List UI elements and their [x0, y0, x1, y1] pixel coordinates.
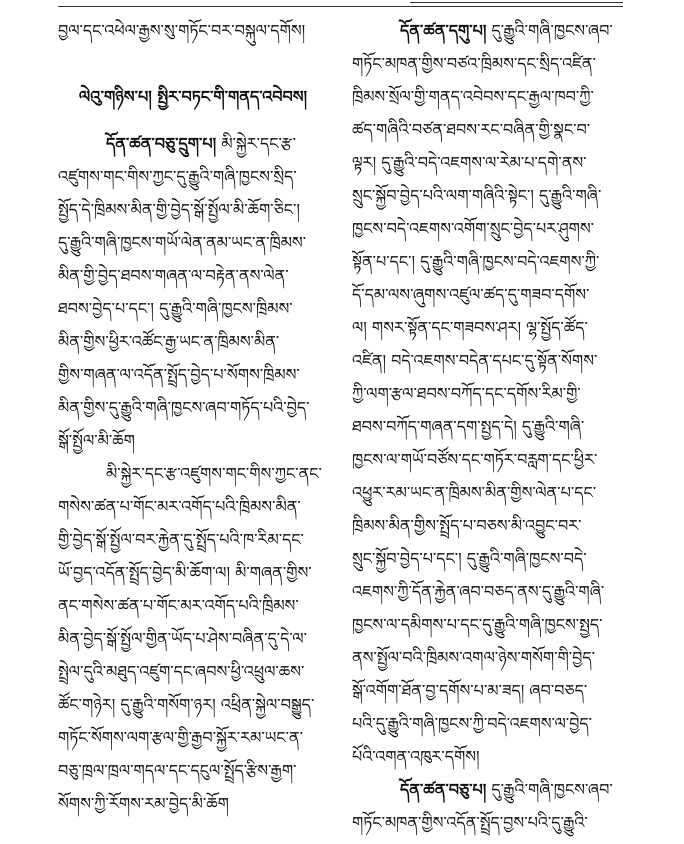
- paragraph-line: ཚད་གཞིའི་བཙན་ཐབས་རང་བཞིན་གྱི་སྣང་བ་: [352, 120, 591, 139]
- paragraph-line: སྒོ་སྤྱོལ་མི་ཆོག: [58, 431, 135, 450]
- paragraph-line: སྒོ་འགོག་ཐོན་བྱ་དགོས་པ་མ་ཟད། ཞབ་བཅད་: [352, 681, 588, 700]
- paragraph-line: འཛུགས་གང་གིས་ཀྱང་དུ་རྒྱུའི་གཞི་ཁྱངས་སྲིད་: [58, 167, 297, 186]
- paragraph-line: སོགས་ཀྱི་རོགས་རམ་བྱེད་མི་ཆོག: [58, 794, 229, 813]
- paragraph-line: མིན་གྱིས་ཕྱིར་འཚོང་རྒྱ་ཡང་ན་ཁྲིམས་མིན་: [58, 332, 280, 351]
- paragraph-line: ཐབས་བཀོད་གཞན་དག་སྤྱད་དེ། དུ་རྒྱུའི་གཞི་: [352, 417, 585, 436]
- article-10-first-line: [352, 773, 624, 806]
- paragraph-line: ཐབས་བྱེད་པ་དང་། དུ་རྒྱུའི་གཞི་ཁྱངས་ཁྲིམས་: [58, 299, 293, 318]
- header-rule: [58, 6, 623, 7]
- paragraph-line: ནས་སྤྱོལ་བའི་ཁྲིམས་འགལ་ཉེས་གསོག་གི་བྱེད་: [352, 648, 596, 667]
- paragraph-line: དོ་དམ་ལས་ཞུགས་འཛུལ་ཚད་དུ་གཟབ་དགོས་: [352, 285, 590, 304]
- paragraph-line: ལ། གསར་སྟོན་དང་གཟབས་ཤར། ལྷ་སྤྱོད་ཚོད་: [352, 318, 588, 337]
- paragraph-line: གཏོང་མཁན་གྱིས་བཙའ་ཁྲིམས་དང་སྲིད་འཛིན་: [352, 54, 596, 73]
- article-16-first-line: [58, 127, 328, 160]
- paragraph-line: ནང་གསེས་ཚན་པ་གོང་མར་འགོད་པའི་ཁྲིམས་: [58, 596, 299, 615]
- paragraph-line: ཁྱངས་ལ་གཡོ་བཙོས་དང་གཏོར་བརླག་དང་ཕྱིར་: [352, 450, 598, 469]
- article-heading: དོན་ཚན་དགུ་པ།: [400, 21, 487, 40]
- paragraph-line: གྱི་བྱེད་སྒོ་སྤྱོལ་བར་རྐྱེན་དུ་སྤྲོད་པའི་ཁ་རིམ་དང་: [58, 530, 304, 549]
- paragraph-line: ཁྱངས་བདེ་འཇགས་འགོག་སྲུང་བྱེད་པར་ཤུགས་: [352, 219, 595, 238]
- paragraph-line: ཡོ་བྱད་འདོན་སྤྲོད་བྱེད་མི་ཆོག་ལ། མི་གཞན་གྱིས་: [58, 563, 312, 582]
- left-column: [58, 14, 328, 840]
- article-heading: དོན་ཚན་བཅུ་དྲུག་པ།: [106, 134, 217, 153]
- paragraph-line: བཅུ་ཁྲལ་ཁྲལ་གདལ་དང་དངུལ་སྤྲོད་རྩིས་རྒྱག་: [58, 761, 297, 780]
- article-text: དུ་རྒྱུའི་གཞི་ཁྱངས་ཞབ་: [491, 21, 613, 40]
- paragraph-line: ཀྱི་ལག་རྩལ་ཐབས་བཀོད་དང་དགོས་རིམ་གྱི་: [352, 384, 581, 403]
- right-column: [352, 14, 624, 840]
- article-9-first-line: [352, 14, 624, 47]
- paragraph-line: འཇགས་ཀྱི་དོན་རྐྱེན་ཞབ་བཅད་ནས་དུ་རྒྱུའི་གཞི་: [352, 582, 605, 601]
- paragraph-line: གཏོང་སོགས་ལག་རྩལ་གྱི་རྒྱབ་སྐྱོར་རམ་ཡང་ན་: [58, 728, 303, 747]
- spacer: [58, 113, 328, 127]
- paragraph-line: མི་སྐྱེར་དང་རྩ་འཛུགས་གང་གིས་ཀྱང་ནང་: [106, 464, 322, 483]
- paragraph-line: གཏོང་མཁན་གྱིས་འདོན་སྤྲོད་བྱས་པའི་དུ་རྒྱུའི་: [352, 813, 588, 832]
- paragraph-line: སྲུང་སྐྱོབ་བྱེད་པ་དང་། དུ་རྒྱུའི་གཞི་ཁྱངས་བདེ་: [352, 549, 587, 568]
- paragraph-line: སྤྱོད་དེ་ཁྲིམས་མིན་གྱི་བྱེད་སྒོ་སྤྱོལ་མི་ཆོག་ཅིང་།: [58, 200, 300, 219]
- paragraph-line: པའི་དུ་རྒྱུའི་གཞི་ཁྱངས་ཀྱི་བདེ་འཇགས་ལ་བྱེད་: [352, 714, 592, 733]
- article-heading: དོན་ཚན་བཅུ་པ།: [400, 780, 487, 799]
- section-heading: ལེའུ་གཉིས་པ། སྤྱིར་བཏང་གི་གནད་འབེབས།: [78, 87, 308, 106]
- header-rule-short: [410, 2, 623, 3]
- spacer: [58, 47, 328, 80]
- paragraph-line: ཚོང་གཉེར། དུ་རྒྱུའི་གསོག་ཉར། འཕྲིན་སྐྱེལ་བསྒྱུད་: [58, 695, 315, 714]
- paragraph-line: ལྟར། དུ་རྒྱུའི་བདེ་འཇགས་ལ་རེམ་པ་དགེ་ནས་: [352, 153, 587, 172]
- paragraph-line: ཁྲིམས་མིན་གྱིས་སྤྲོད་པ་བཅས་མི་འབྱུང་བར་: [352, 516, 582, 535]
- paragraph-line: སྟོན་པ་དང་། དུ་རྒྱུའི་གཞི་ཁྱངས་བདེ་འཇགས་ཀྱི་: [352, 252, 600, 271]
- paragraph-line: སྲུང་སྐྱོབ་བྱེད་པའི་ལག་གཞིའི་སྟེང་། དུ་རྒྱུའི་གཞི་: [352, 186, 602, 205]
- paragraph-line: འཕྱུར་རམ་ཡང་ན་ཁྲིམས་མིན་གྱིས་ལེན་པ་དང་: [352, 483, 597, 502]
- paragraph-line: བྱལ་དང་འཕེལ་རྒྱས་སུ་གཏོང་བར་བསྐུལ་དགོས།: [58, 21, 306, 40]
- article-text: དུ་རྒྱུའི་གཞི་ཁྱངས་ཞབ་: [491, 780, 613, 799]
- paragraph-line: ཁྱངས་ལ་དམིགས་པ་དང་དུ་རྒྱུའི་གཞི་ཁྱངས་སྤྱད་: [352, 615, 603, 634]
- paragraph-line: སྤྲེལ་དུའི་མཐུད་འཛུག་དང་ཞབས་ཕྱི་འཕྲུལ་ཆས་: [58, 662, 305, 681]
- paragraph-line: གསེས་ཚན་པ་གོང་མར་འགོད་པའི་ཁྲིམས་མིན་: [58, 497, 301, 516]
- paragraph-line: མིན་གྱིས་དུ་རྒྱུའི་གཞི་ཁྱངས་ཞབ་གཏོད་པའི་བྱེད་: [58, 398, 310, 417]
- paragraph-line: ཁྲིམས་སྲོལ་གྱི་གནད་འབེབས་དང་རྒྱལ་ཁབ་ཀྱི་: [352, 87, 594, 106]
- paragraph-line: འཛིན། བདེ་འཇགས་བདེན་དཔང་དུ་སྟོན་སོགས་: [352, 351, 598, 370]
- paragraph-line: མིན་གྱི་བྱེད་ཐབས་གཞན་ལ་བརྟེན་ནས་ལེན་: [58, 266, 289, 285]
- paragraph-line: པོའི་འགན་འཁུར་དགོས།: [352, 747, 480, 766]
- paragraph-line: མིན་བྱེད་སྒོ་སྤྱོལ་གྱིན་ཡོད་པ་ཤེས་བཞིན་དུ་དེ་ལ་: [58, 629, 307, 648]
- article-text: མི་སྐྱེར་དང་རྩ་: [221, 134, 296, 153]
- paragraph-line: གྱིས་གཞན་ལ་འདོན་སྤྲོད་བྱེད་པ་སོགས་ཁྲིམས་: [58, 365, 300, 384]
- paragraph-line: དུ་རྒྱུའི་གཞི་ཁྱངས་གཡོ་ལེན་ནམ་ཡང་ན་ཁྲིམས་: [58, 233, 307, 252]
